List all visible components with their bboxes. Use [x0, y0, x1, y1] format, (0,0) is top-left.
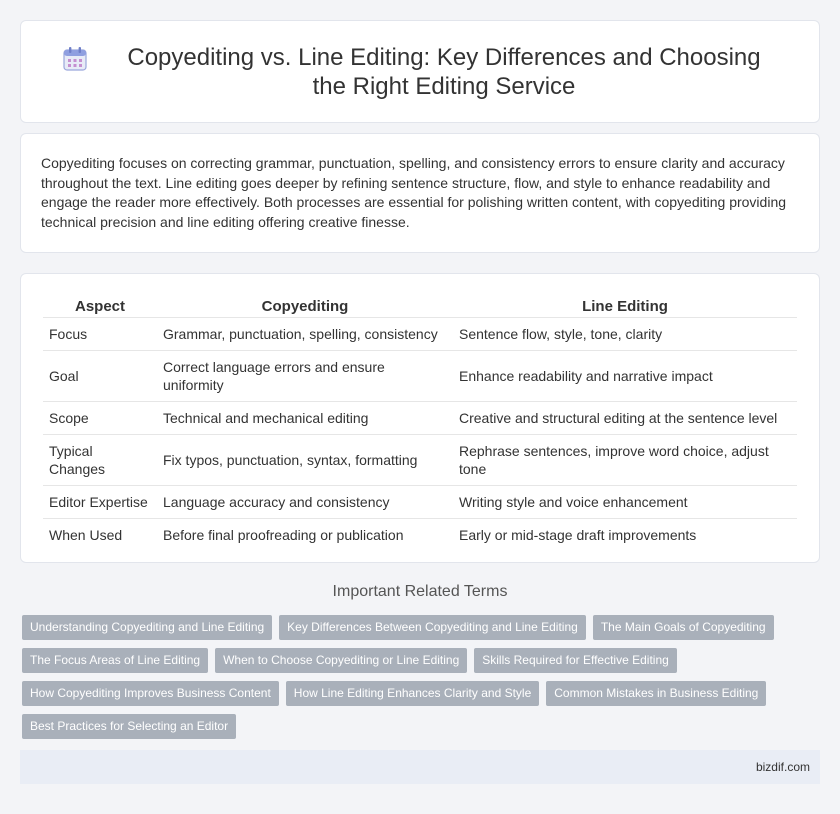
table-row — [43, 486, 797, 519]
comparison-table — [43, 294, 797, 551]
row-copyediting: Correct language errors and ensure uniformity — [157, 351, 453, 402]
row-line-editing: Enhance readability and narrative impact — [453, 351, 797, 402]
table-row — [43, 519, 797, 552]
row-aspect: Scope — [43, 402, 157, 435]
comparison-table-card — [20, 273, 820, 563]
related-term-tag[interactable]: Common Mistakes in Business Editing — [546, 681, 766, 706]
header-line-editing: Line Editing — [582, 298, 668, 315]
row-aspect: Editor Expertise — [43, 486, 157, 519]
table-row — [43, 435, 797, 486]
related-term-tag[interactable]: Skills Required for Effective Editing — [474, 648, 677, 673]
page-title: Copyediting vs. Line Editing: Key Differences and Choosing the Right Editing Service — [127, 43, 761, 100]
table-row — [43, 318, 797, 351]
related-term-tag[interactable]: How Line Editing Enhances Clarity and Style — [286, 681, 539, 706]
intro-paragraph: Copyediting focuses on correcting grammar, punctuation, spelling, and consistency errors to ensure clarity and accuracy throughout the text. Line editing goes deeper by refining sentence structure, flow, and style to enhance readability and engage the reader more effectively. Both processes are essential for polishing written content, with copyediting providing technical precision and line editing offering creative finesse. — [41, 155, 787, 230]
row-line-editing: Sentence flow, style, tone, clarity — [453, 318, 797, 351]
intro-card — [20, 133, 820, 253]
related-terms-list — [22, 614, 822, 746]
table-header-row — [43, 294, 797, 318]
footer — [20, 750, 820, 784]
related-term-tag[interactable]: The Focus Areas of Line Editing — [22, 648, 208, 673]
related-term-tag[interactable]: When to Choose Copyediting or Line Editing — [215, 648, 467, 673]
footer-site-link[interactable]: bizdif.com — [755, 760, 810, 774]
row-line-editing: Early or mid-stage draft improvements — [453, 519, 797, 552]
related-term-tag[interactable]: Key Differences Between Copyediting and Line Editing — [279, 615, 586, 640]
row-line-editing: Creative and structural editing at the sentence level — [453, 402, 797, 435]
related-terms-heading: Important Related Terms — [332, 583, 508, 600]
related-term-tag[interactable]: Understanding Copyediting and Line Editing — [22, 615, 272, 640]
related-term-tag[interactable]: How Copyediting Improves Business Content — [22, 681, 279, 706]
row-aspect: Goal — [43, 351, 157, 402]
table-row — [43, 402, 797, 435]
row-copyediting: Language accuracy and consistency — [157, 486, 453, 519]
row-copyediting: Before final proofreading or publication — [157, 519, 453, 552]
calendar-icon — [61, 45, 89, 73]
header-card — [20, 20, 820, 123]
related-term-tag[interactable]: Best Practices for Selecting an Editor — [22, 714, 236, 739]
header-copyediting: Copyediting — [261, 298, 349, 315]
row-aspect: Focus — [43, 318, 157, 351]
row-aspect: When Used — [43, 519, 157, 552]
row-copyediting: Grammar, punctuation, spelling, consistency — [157, 318, 453, 351]
row-copyediting: Fix typos, punctuation, syntax, formatting — [157, 435, 453, 486]
related-term-tag[interactable]: The Main Goals of Copyediting — [593, 615, 774, 640]
row-copyediting: Technical and mechanical editing — [157, 402, 453, 435]
row-aspect: Typical Changes — [43, 435, 157, 486]
header-aspect: Aspect — [74, 298, 126, 315]
row-line-editing: Rephrase sentences, improve word choice, adjust tone — [453, 435, 797, 486]
table-row — [43, 351, 797, 402]
row-line-editing: Writing style and voice enhancement — [453, 486, 797, 519]
